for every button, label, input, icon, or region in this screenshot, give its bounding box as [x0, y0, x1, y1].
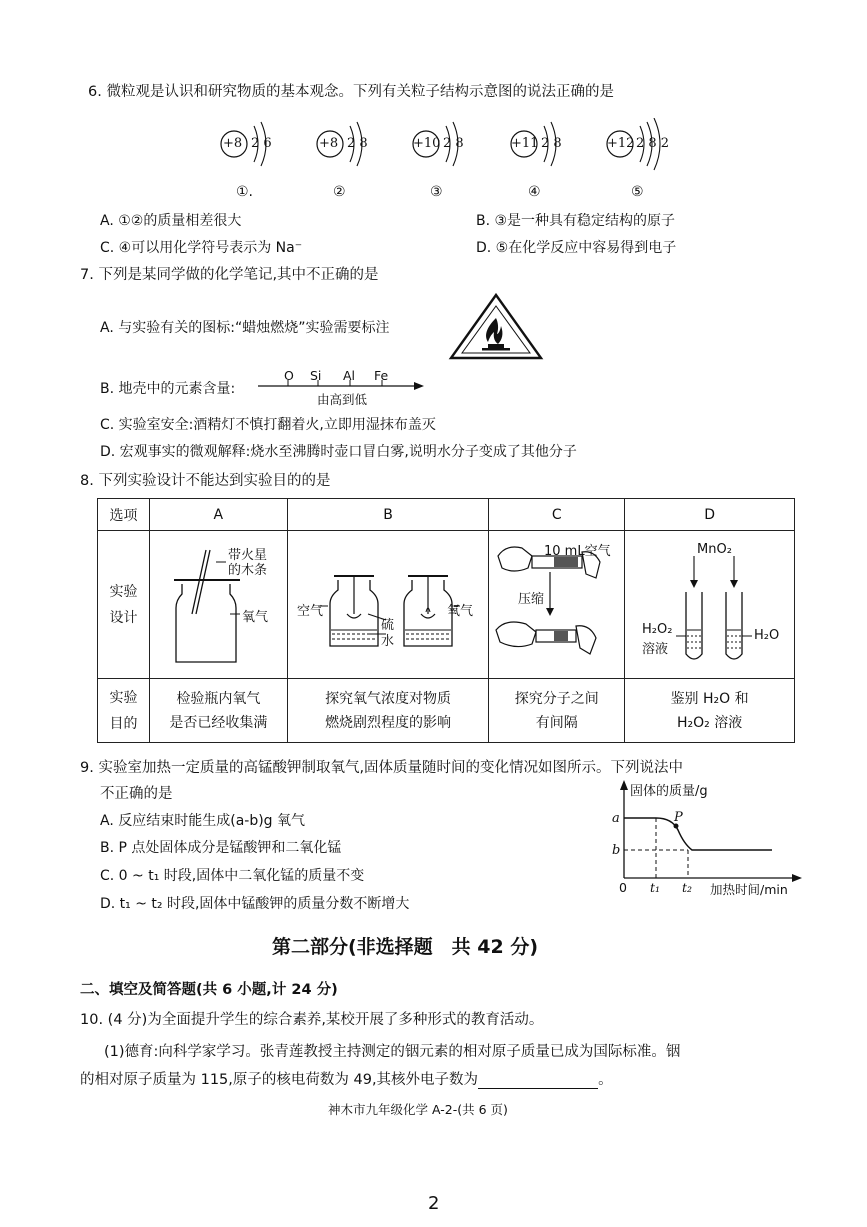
purpose-d: 鉴别 H₂O 和 H₂O₂ 溶液: [625, 679, 795, 743]
purpose-a: 检验瓶内氧气 是否已经收集满: [149, 679, 287, 743]
label-b-air: 空气: [297, 604, 324, 619]
element-si: Si: [310, 368, 322, 383]
row-label-design: 实验设计: [98, 531, 150, 679]
q9-option-c[interactable]: C. 0 ~ t₁ 时段,固体中二氧化锰的质量不变: [100, 868, 365, 884]
atom-4-shells: 2 8: [541, 136, 562, 151]
q9-option-a[interactable]: A. 反应结束时能生成(a-b)g 氧气: [100, 813, 306, 829]
element-order-caption: 由高到低: [317, 392, 368, 407]
atom-4-nucleus: +11: [511, 136, 539, 151]
label-b-sulfur: 硫: [381, 618, 395, 633]
header-option: 选项: [98, 499, 150, 531]
atom-1-shells: 2 6: [251, 136, 272, 151]
x-tick-t2: t₂: [682, 880, 693, 895]
y-tick-b: b: [612, 843, 621, 858]
header-b: B: [287, 499, 489, 531]
atom-3-nucleus: +10: [413, 136, 441, 151]
label-d-solution: 溶液: [642, 642, 669, 657]
purpose-c: 探究分子之间 有间隔: [489, 679, 625, 743]
header-d: D: [625, 499, 795, 531]
q8-stem: 8. 下列实验设计不能达到实验目的的是: [80, 473, 331, 489]
row-label-purpose: 实验目的: [98, 679, 150, 743]
element-fe: Fe: [374, 368, 389, 383]
label-a-oxygen: 氧气: [242, 610, 269, 625]
q9-option-b[interactable]: B. P 点处固体成分是锰酸钾和二氧化锰: [100, 840, 342, 856]
atom-5-label: ⑤: [631, 184, 644, 200]
q7-option-c[interactable]: C. 实验室安全:酒精灯不慎打翻着火,立即用湿抹布盖灭: [100, 417, 436, 433]
q9-stem-line1: 9. 实验室加热一定质量的高锰酸钾制取氧气,固体质量随时间的变化情况如图所示。下列说法中: [80, 760, 684, 776]
q6-option-c[interactable]: C. ④可以用化学符号表示为 Na⁻: [100, 240, 303, 256]
x-tick-0: 0: [619, 880, 627, 895]
flame-warning-icon: [448, 292, 544, 362]
atom-2-shells: 2 8: [347, 136, 368, 151]
purpose-b: 探究氧气浓度对物质 燃烧剧烈程度的影响: [287, 679, 489, 743]
atom-3-shells: 2 8: [443, 136, 464, 151]
section-heading: 二、填空及简答题(共 6 小题,计 24 分): [80, 982, 338, 998]
part2-title: 第二部分(非选择题 共 42 分): [272, 936, 539, 958]
page-footer: 神木市九年级化学 A-2-(共 6 页): [328, 1102, 508, 1117]
q7-option-b[interactable]: B. 地壳中的元素含量:: [100, 381, 236, 397]
atom-1-nucleus: +8: [223, 136, 243, 151]
q9-option-d[interactable]: D. t₁ ~ t₂ 时段,固体中锰酸钾的质量分数不断增大: [100, 896, 410, 912]
label-glowing-stick: 带火星的木条: [228, 548, 268, 578]
label-d-mno2: MnO₂: [697, 542, 732, 557]
q7-stem: 7. 下列是某同学做的化学笔记,其中不正确的是: [80, 267, 379, 283]
y-tick-a: a: [612, 811, 620, 826]
atom-3-label: ③: [430, 184, 443, 200]
x-tick-t1: t₁: [650, 880, 661, 895]
atom-structure-diagrams: [210, 118, 690, 208]
label-c-air: 10 mL空气: [544, 544, 611, 559]
header-a: A: [149, 499, 287, 531]
q7-option-a[interactable]: A. 与实验有关的图标:“蜡烛燃烧”实验需要标注: [100, 320, 390, 336]
answer-blank[interactable]: [478, 1075, 598, 1089]
q7-option-d[interactable]: D. 宏观事实的微观解释:烧水至沸腾时壶口冒白雾,说明水分子变成了其他分子: [100, 444, 577, 460]
q6-option-a[interactable]: A. ①②的质量相差很大: [100, 213, 242, 229]
label-d-h2o: H₂O: [754, 628, 780, 643]
q6-option-d[interactable]: D. ⑤在化学反应中容易得到电子: [476, 240, 677, 256]
atom-5-nucleus: +12: [607, 136, 635, 151]
atom-2-label: ②: [333, 184, 346, 200]
atom-1-label: ①.: [236, 184, 254, 200]
header-c: C: [489, 499, 625, 531]
chart-xlabel: 加热时间/min: [710, 882, 788, 897]
label-b-water: 水: [381, 634, 395, 649]
label-b-oxygen: 氧气: [447, 604, 474, 619]
point-p-label: P: [674, 810, 683, 825]
label-d-h2o2: H₂O₂: [642, 622, 673, 637]
mass-curve: [624, 818, 772, 850]
element-o: O: [284, 368, 294, 383]
atom-5-shells: 2 8 2: [636, 136, 670, 151]
page-number: 2: [428, 1193, 440, 1214]
atom-2-nucleus: +8: [319, 136, 339, 151]
q6-option-b[interactable]: B. ③是一种具有稳定结构的原子: [476, 213, 676, 229]
chart-ylabel: 固体的质量/g: [630, 784, 708, 799]
q6-stem: 6. 微粒观是认识和研究物质的基本观念。下列有关粒子结构示意图的说法正确的是: [88, 84, 614, 100]
q10-1-line1: (1)德育:向科学家学习。张青莲教授主持测定的铟元素的相对原子质量已成为国际标准。铟: [104, 1044, 681, 1060]
q10-stem: 10. (4 分)为全面提升学生的综合素养,某校开展了多种形式的教育活动。: [80, 1012, 544, 1028]
q9-stem-line2: 不正确的是: [100, 786, 173, 802]
element-al: Al: [343, 368, 356, 383]
atom-4-label: ④: [528, 184, 541, 200]
label-c-compress: 压缩: [518, 592, 545, 607]
q10-1-line2: 的相对原子质量为 115,原子的核电荷数为 49,其核外电子数为 。: [80, 1072, 613, 1088]
